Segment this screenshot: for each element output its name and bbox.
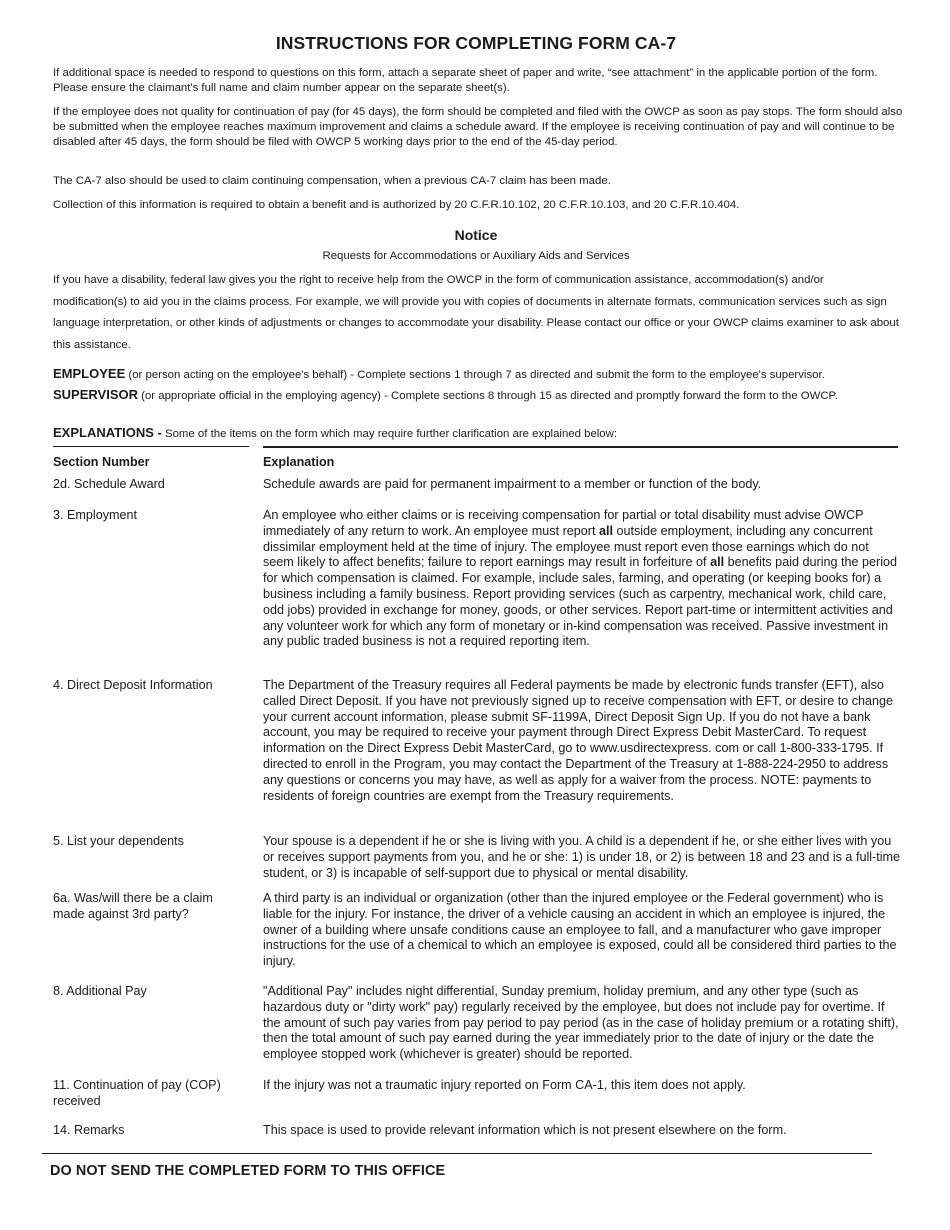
- section-number: 14. Remarks: [53, 1123, 125, 1137]
- section-number: 4. Direct Deposit Information: [53, 678, 213, 692]
- supervisor-text: (or appropriate official in the employing agency) - Complete sections 8 through 15 as directed and promptly forward the form to the OWCP.: [138, 390, 838, 402]
- column-header-section: Section Number: [53, 455, 150, 469]
- employee-text: (or person acting on the employee's behalf) - Complete sections 1 through 7 as directed and submit the form to the employee's supervisor.: [125, 369, 825, 381]
- section-number: 8. Additional Pay: [53, 984, 147, 998]
- explanations-text: Some of the items on the form which may require further clarification are explained below:: [161, 428, 618, 440]
- footer-warning: DO NOT SEND THE COMPLETED FORM TO THIS OFFICE: [50, 1163, 446, 1179]
- section-number: 6a. Was/will there be a claim made against 3rd party?: [53, 891, 213, 921]
- intro-paragraph-continuing: The CA-7 also should be used to claim continuing compensation, when a previous CA-7 claim has been made.: [53, 175, 611, 187]
- section-explanation: "Additional Pay" includes night differential, Sunday premium, holiday premium, and any other type (such as hazardous duty or "dirty work" pay) regularly received by the employee, but does not include pay for overtime. If the amount of such pay varies from pay period to pay period (as in the case of holiday premium or a rotating shift), then the total amount of such pay earned during the year immediately prior to the date of injury or the date the employee stopped work (whichever is greater) should be reported.: [263, 984, 899, 1062]
- section-explanation: An employee who either claims or is receiving compensation for partial or total disability must advise OWCP immediately of any return to work. An employee must report all outside employment, including any concurrent dissimilar employment held at the time of injury. The employee must report even those earnings which do not seem likely to affect benefits; failure to report earnings may result in forfeiture of all benefits paid during the period for which compensation is claimed. For example, include sales, farming, and operating (or keeping books for) a business including a family business. Report providing services (such as carpentry, mechanical work, child care, odd jobs) provided in exchange for money, goods, or other services. Report part-time or intermittent activities and any volunteer work for which any form of monetary or in-kind compensation was received. Passive investment in any public traded business is not a required reporting item.: [263, 508, 898, 649]
- emphasis-all: all: [710, 555, 725, 570]
- intro-paragraph-attachment: If additional space is needed to respond to questions on this form, attach a separate sheet of paper and write, “see attachment” in the applicable portion of the form. Please ensure the claimant's full name and claim number appear on the separate sheet(s).: [53, 67, 878, 95]
- supervisor-instructions: [53, 387, 899, 404]
- intro-paragraph-authority: Collection of this information is required to obtain a benefit and is authorized by 20 C.F.R.10.102, 20 C.F.R.10.103, and 20 C.F.R.10.404.: [53, 199, 740, 211]
- explanations-label: EXPLANATIONS -: [53, 425, 162, 440]
- supervisor-label: SUPERVISOR: [53, 387, 139, 402]
- explanations-intro: [53, 425, 899, 442]
- section-explanation: If the injury was not a traumatic injury reported on Form CA-1, this item does not apply.: [263, 1078, 746, 1092]
- section-number: 3. Employment: [53, 508, 137, 522]
- notice-body: If you have a disability, federal law gives you the right to receive help from the OWCP in the form of communication assistance, accommodation(s) and/or modification(s) to aid you in the claims process. For example, we will provide you with copies of documents in alternate formats, communication services such as sign language interpretation, or other kinds of adjustments or changes to accommodate your disability. Please contact our office or your OWCP claims examiner to ask about this assistance.: [53, 274, 899, 351]
- table-divider-right: [263, 446, 898, 448]
- employee-label: EMPLOYEE: [53, 366, 126, 381]
- column-header-explanation: Explanation: [263, 455, 335, 469]
- notice-subtitle: Requests for Accommodations or Auxiliary Aids and Services: [322, 250, 630, 262]
- section-number: 2d. Schedule Award: [53, 477, 165, 491]
- section-explanation: A third party is an individual or organization (other than the injured employee or the Federal government) who is liable for the injury. For instance, the driver of a vehicle causing an accident in which an employee is injured, the owner of a building where unsafe conditions cause an employee to fall, and a manufacturer who gave improper instructions for the use of a chemical to which an employee is exposed, could all be considered third parties to the injury.: [263, 891, 897, 969]
- section-number: 11. Continuation of pay (COP) received: [53, 1078, 221, 1108]
- notice-title: Notice: [454, 227, 498, 243]
- page-title: INSTRUCTIONS FOR COMPLETING FORM CA-7: [275, 33, 677, 53]
- table-divider-left: [53, 446, 249, 447]
- section-number: 5. List your dependents: [53, 834, 184, 848]
- emphasis-all: all: [598, 523, 613, 538]
- section-explanation: This space is used to provide relevant information which is not present elsewhere on the form.: [263, 1123, 787, 1137]
- intro-paragraph-filing: If the employee does not quality for continuation of pay (for 45 days), the form should be completed and filed with the OWCP as soon as pay stops. The form should also be submitted when the employee reaches maximum improvement and claims a schedule award. If the employee is receiving continuation of pay and will continue to be disabled after 45 days, the form should be filed with OWCP 5 working days prior to the end of the 45-day period.: [53, 106, 903, 149]
- section-explanation: Your spouse is a dependent if he or she is living with you. A child is a dependent if he, or she either lives with you or receives support payments from you, and he or she: 1) is under 18, or 2) is between 18 and 23 and is a full-time student, or 3) is incapable of self-support due to physical or mental disability.: [263, 834, 901, 880]
- employee-instructions: [53, 366, 899, 383]
- section-explanation: Schedule awards are paid for permanent impairment to a member or function of the body.: [263, 477, 762, 491]
- section-explanation: The Department of the Treasury requires all Federal payments be made by electronic funds transfer (EFT), also called Direct Deposit. If you have not previously signed up to receive compensation with EFT, or desire to change your current account information, please submit SF-1199A, Direct Deposit Sign Up. If you do not have a bank account, you may be required to receive your payment through Direct Express Debit MasterCard. To request information on the Direct Express Debit MasterCard, go to www.usdirectexpress. com or call 1-800-333-1795. If directed to enroll in the Program, you may contact the Department of the Treasury at 1-888-224-2950 to address any questions or concerns you may have, as well as apply for a waiver from the process. NOTE: payments to residents of foreign countries are exempt from the Treasury requirements.: [263, 678, 894, 803]
- footer-divider: [42, 1153, 872, 1154]
